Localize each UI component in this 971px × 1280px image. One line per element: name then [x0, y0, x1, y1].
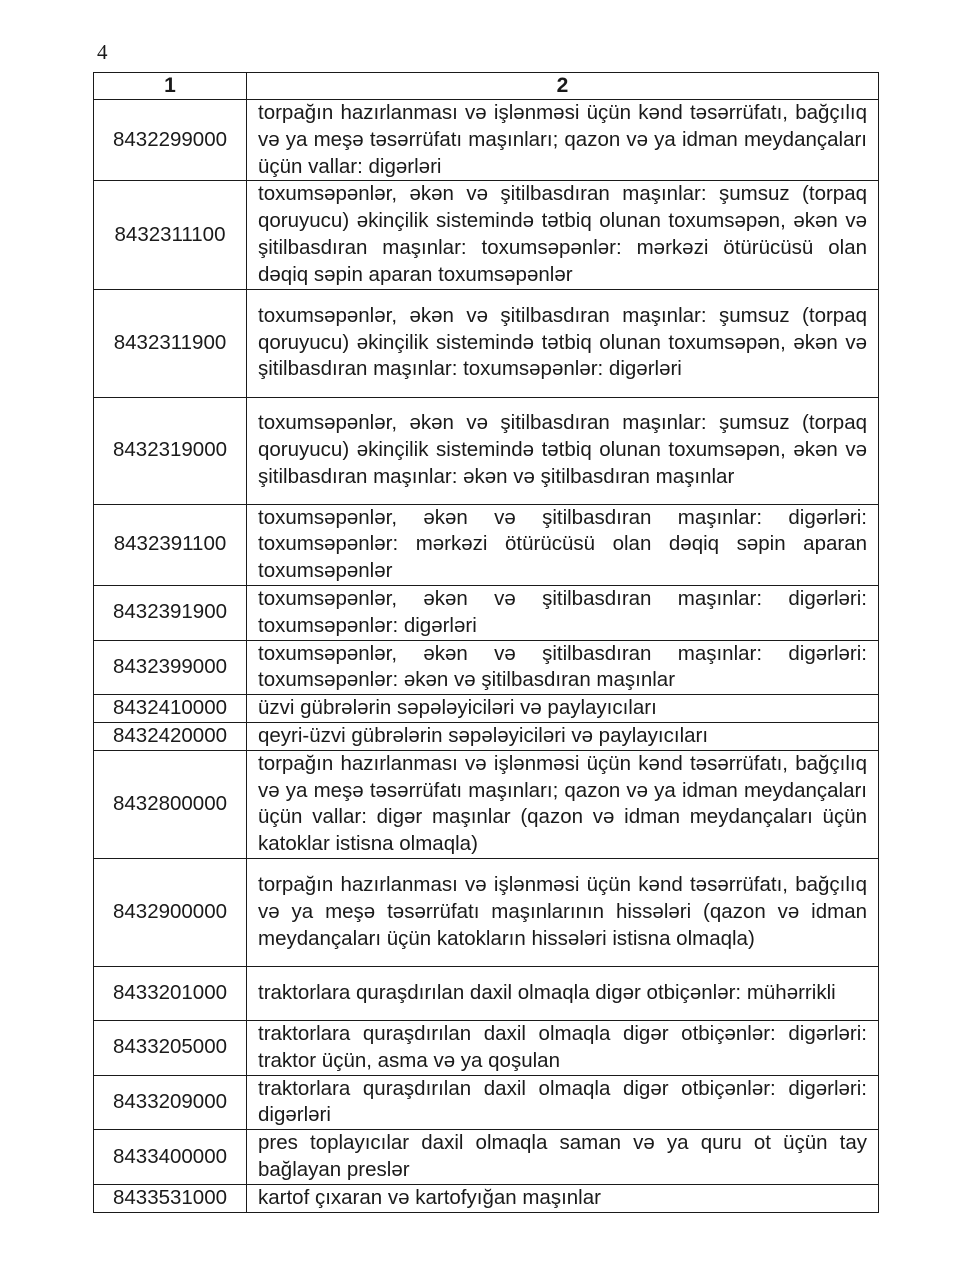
- table-row: [94, 695, 879, 723]
- page-number: 4: [97, 40, 108, 64]
- description-cell: qeyri-üzvi gübrələrin səpələyiciləri və paylayıcıları: [247, 722, 879, 750]
- description-cell: kartof çıxaran və kartofyığan maşınlar: [247, 1184, 879, 1212]
- column-header-description: 2: [247, 73, 879, 100]
- description-cell: traktorlara quraşdırılan daxil olmaqla digər otbiçənlər: digərləri: digərləri: [247, 1075, 879, 1130]
- description-cell: traktorlara quraşdırılan daxil olmaqla digər otbiçənlər: digərləri: traktor üçün, asma və ya qoşulan: [247, 1020, 879, 1075]
- description-cell: toxumsəpənlər, əkən və şitilbasdıran maşınlar: digərləri: toxumsəpənlər: əkən və şitilbasdıran maşınlar: [247, 640, 879, 695]
- table-row: [94, 1075, 879, 1130]
- code-cell: 8432319000: [94, 397, 247, 504]
- description-cell: toxumsəpənlər, əkən və şitilbasdıran maşınlar: şumsuz (torpaq qoruyucu) əkinçilik sistemində tətbiq olunan toxumsəpən, əkən və şitilbasdıran maşınlar: toxumsəpənlər: mərkəzi ötürücüsü olan dəqiq səpin aparan toxumsəpənlər: [247, 181, 879, 289]
- description-cell: torpağın hazırlanması və işlənməsi üçün kənd təsərrüfatı, bağçılıq və ya meşə təsərrüfatı maşınları; qazon və ya idman meydançaları üçün vallar: digərləri: [247, 100, 879, 181]
- table-row: [94, 585, 879, 640]
- description-cell: toxumsəpənlər, əkən və şitilbasdıran maşınlar: şumsuz (torpaq qoruyucu) əkinçilik sistemində tətbiq olunan toxumsəpən, əkən və şitilbasdıran maşınlar: toxumsəpənlər: digərləri: [247, 289, 879, 397]
- code-cell: 8432800000: [94, 750, 247, 858]
- table-row: [94, 289, 879, 397]
- table-row: [94, 181, 879, 289]
- code-cell: 8432391900: [94, 585, 247, 640]
- table-row: [94, 722, 879, 750]
- table-row: [94, 1130, 879, 1185]
- table-row: [94, 504, 879, 585]
- code-cell: 8433205000: [94, 1020, 247, 1075]
- code-cell: 8432420000: [94, 722, 247, 750]
- code-cell: 8432900000: [94, 858, 247, 966]
- description-cell: pres toplayıcılar daxil olmaqla saman və ya quru ot üçün tay bağlayan preslər: [247, 1130, 879, 1185]
- description-cell: torpağın hazırlanması və işlənməsi üçün kənd təsərrüfatı, bağçılıq və ya meşə təsərrüfatı maşınlarının hissələri (qazon və idman meydançaları üçün katokların hissələri istisna olmaqla): [247, 858, 879, 966]
- description-cell: traktorlara quraşdırılan daxil olmaqla digər otbiçənlər: mühərrikli: [247, 966, 879, 1020]
- table-row: [94, 100, 879, 181]
- table-header-row: [94, 73, 879, 100]
- code-cell: 8432311900: [94, 289, 247, 397]
- description-cell: toxumsəpənlər, əkən və şitilbasdıran maşınlar: digərləri: toxumsəpənlər: mərkəzi ötürücüsü olan dəqiq səpin aparan toxumsəpənlər: [247, 504, 879, 585]
- description-cell: toxumsəpənlər, əkən və şitilbasdıran maşınlar: digərləri: toxumsəpənlər: digərləri: [247, 585, 879, 640]
- table-row: [94, 640, 879, 695]
- table-row: [94, 966, 879, 1020]
- tariff-code-table: [93, 72, 879, 1213]
- description-cell: üzvi gübrələrin səpələyiciləri və paylayıcıları: [247, 695, 879, 723]
- code-cell: 8433400000: [94, 1130, 247, 1185]
- column-header-code: 1: [94, 73, 247, 100]
- description-cell: torpağın hazırlanması və işlənməsi üçün kənd təsərrüfatı, bağçılıq və ya meşə təsərrüfatı maşınları; qazon və ya idman meydançaları üçün vallar: digər maşınlar (qazon və idman meydançaları üçün katoklar istisna olmaqla): [247, 750, 879, 858]
- code-cell: 8433201000: [94, 966, 247, 1020]
- description-cell: toxumsəpənlər, əkən və şitilbasdıran maşınlar: şumsuz (torpaq qoruyucu) əkinçilik sistemində tətbiq olunan toxumsəpən, əkən və şitilbasdıran maşınlar: əkən və şitilbasdıran maşınlar: [247, 397, 879, 504]
- table-row: [94, 397, 879, 504]
- code-cell: 8432391100: [94, 504, 247, 585]
- code-cell: 8433531000: [94, 1184, 247, 1212]
- code-cell: 8433209000: [94, 1075, 247, 1130]
- code-cell: 8432311100: [94, 181, 247, 289]
- code-cell: 8432299000: [94, 100, 247, 181]
- code-cell: 8432410000: [94, 695, 247, 723]
- table-row: [94, 750, 879, 858]
- table-row: [94, 858, 879, 966]
- table-row: [94, 1020, 879, 1075]
- table-row: [94, 1184, 879, 1212]
- code-cell: 8432399000: [94, 640, 247, 695]
